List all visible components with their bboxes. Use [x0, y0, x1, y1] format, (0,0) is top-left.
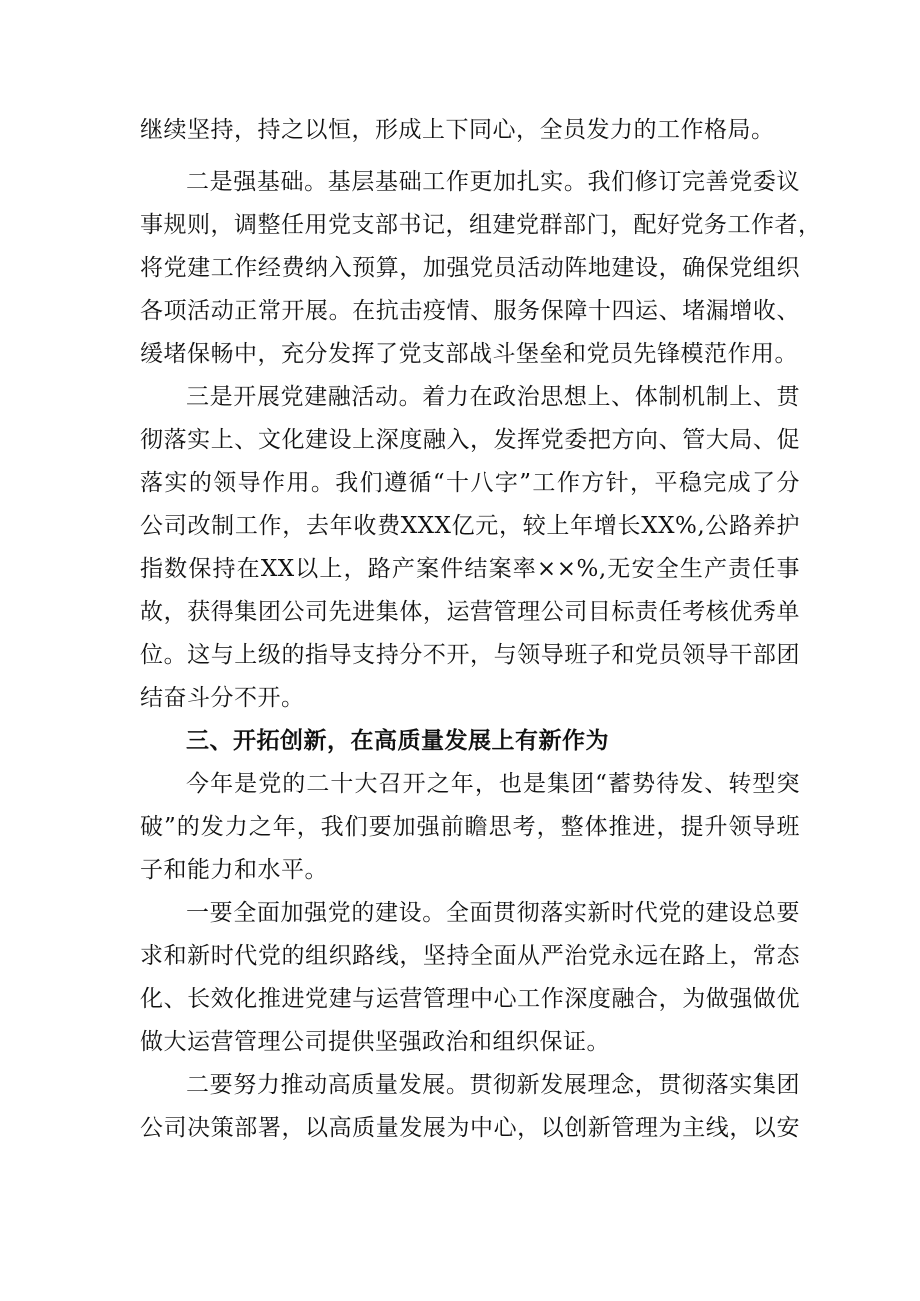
- paragraph-line: 三是开展党建融活动。着力在政治思想上、体制机制上、贯: [186, 384, 800, 410]
- paragraph-line: 二要努力推动高质量发展。贯彻新发展理念，贯彻落实集团: [186, 1072, 800, 1098]
- paragraph-line: 位。这与上级的指导支持分不开，与领导班子和党员领导干部团: [140, 642, 800, 668]
- paragraph-line: 落实的领导作用。我们遵循“十八字”工作方针，平稳完成了分: [140, 470, 800, 496]
- paragraph-line: 故，获得集团公司先进集体，运营管理公司目标责任考核优秀单: [140, 599, 800, 625]
- paragraph-line: 求和新时代党的组织路线，坚持全面从严治党永远在路上，常态: [140, 943, 800, 969]
- paragraph-line: 公司决策部署，以高质量发展为中心，以创新管理为主线，以安: [140, 1115, 800, 1141]
- paragraph-line: 公司改制工作，去年收费XXX亿元，较上年增长XX%,公路养护: [140, 513, 800, 539]
- paragraph-line: 缓堵保畅中，充分发挥了党支部战斗堡垒和党员先锋模范作用。: [140, 341, 798, 367]
- paragraph-line: 破”的发力之年，我们要加强前瞻思考，整体推进，提升领导班: [140, 814, 800, 840]
- paragraph-line: 事规则，调整任用党支部书记，组建党群部门，配好党务工作者，: [140, 212, 822, 238]
- paragraph-line: 今年是党的二十大召开之年，也是集团“蓄势待发、转型突: [186, 771, 800, 797]
- paragraph-line: 化、长效化推进党建与运营管理中心工作深度融合，为做强做优: [140, 986, 800, 1012]
- paragraph-line: 二是强基础。基层基础工作更加扎实。我们修订完善党委议: [186, 169, 800, 195]
- paragraph-line: 各项活动正常开展。在抗击疫情、服务保障十四运、堵漏增收、: [140, 298, 800, 324]
- paragraph-line: 彻落实上、文化建设上深度融入，发挥党委把方向、管大局、促: [140, 427, 800, 453]
- section-heading: 三、开拓创新，在高质量发展上有新作为: [186, 728, 609, 754]
- paragraph-line: 做大运营管理公司提供坚强政治和组织保证。: [140, 1029, 610, 1055]
- paragraph-line: 子和能力和水平。: [140, 857, 328, 883]
- paragraph-line: 一要全面加强党的建设。全面贯彻落实新时代党的建设总要: [186, 900, 800, 926]
- paragraph-line: 指数保持在XX以上，路产案件结案率××%,无安全生产责任事: [140, 556, 800, 582]
- paragraph-line: 继续坚持，持之以恒，形成上下同心，全员发力的工作格局。: [140, 117, 775, 143]
- paragraph-line: 将党建工作经费纳入预算，加强党员活动阵地建设，确保党组织: [140, 255, 800, 281]
- paragraph-line: 结奋斗分不开。: [140, 685, 305, 711]
